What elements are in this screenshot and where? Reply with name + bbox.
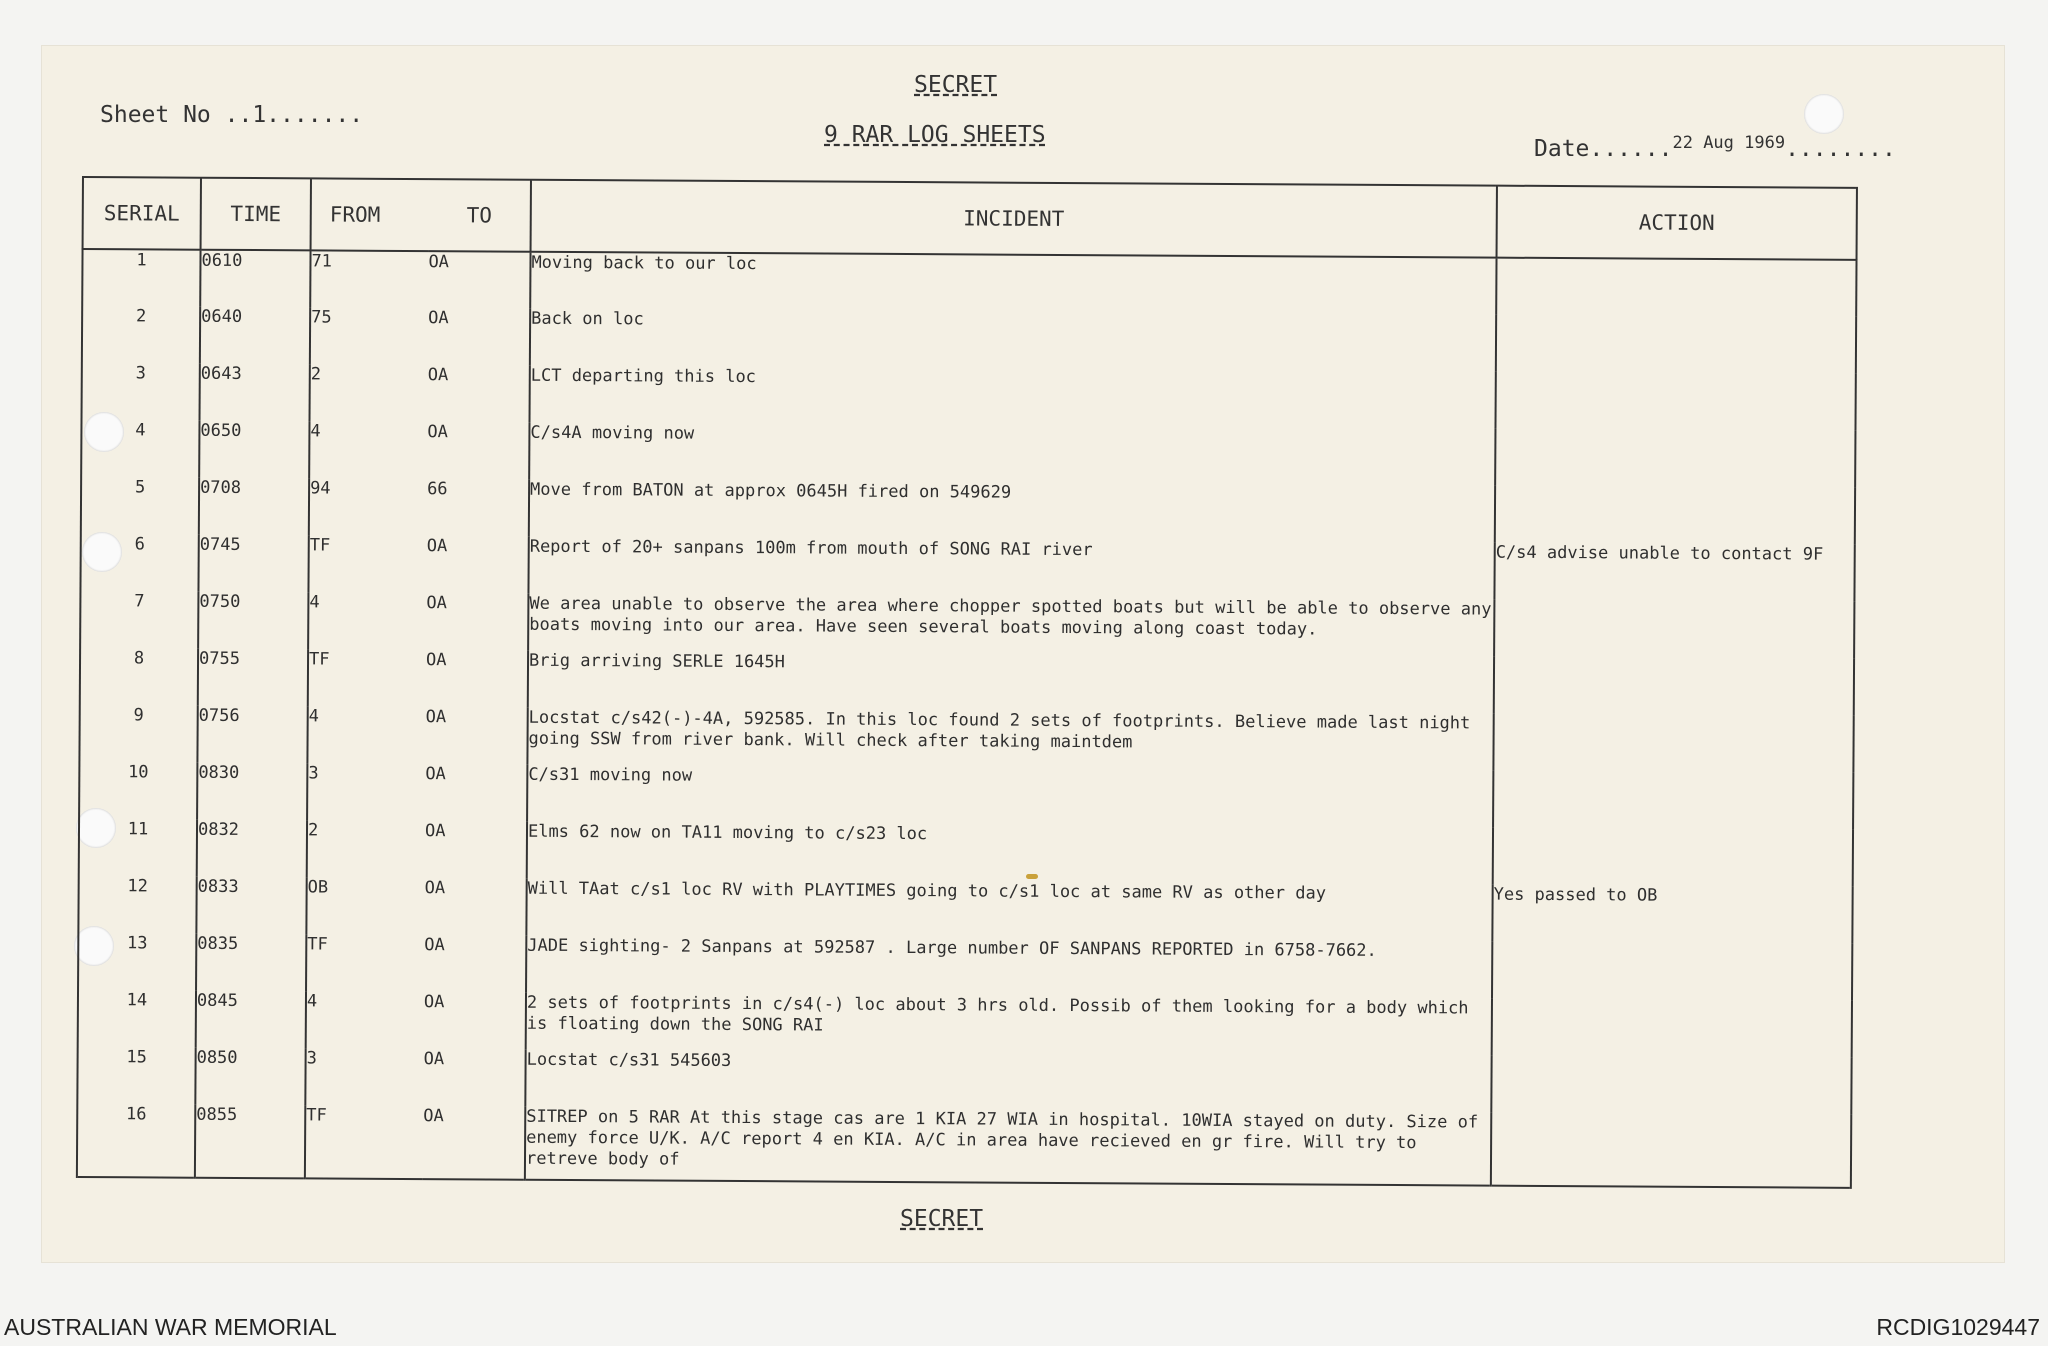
cell-to: OA bbox=[424, 992, 526, 1050]
cell-to: OA bbox=[424, 935, 526, 993]
cell-to: OA bbox=[425, 707, 527, 765]
cell-time: 0745 bbox=[198, 535, 308, 593]
cell-serial: 11 bbox=[79, 819, 197, 877]
date-field bbox=[1534, 133, 1896, 162]
cell-serial: 10 bbox=[79, 762, 197, 820]
cell-serial: 1 bbox=[82, 249, 200, 307]
cell-from: TF bbox=[306, 934, 424, 992]
cell-time: 0850 bbox=[195, 1048, 305, 1106]
cell-from: 75 bbox=[310, 307, 428, 365]
sheet-number bbox=[100, 102, 363, 128]
page-title: 9 RAR LOG SHEETS bbox=[824, 122, 1046, 148]
cell-to: OA bbox=[428, 365, 530, 423]
cell-time: 0643 bbox=[200, 364, 310, 422]
cell-action bbox=[1492, 942, 1852, 1001]
cell-to: OA bbox=[426, 536, 528, 594]
archive-id: RCDIG1029447 bbox=[1876, 1314, 2040, 1340]
cell-time: 0835 bbox=[196, 934, 306, 992]
cell-from: TF bbox=[305, 1105, 423, 1179]
cell-action: C/s4 advise unable to contact 9F bbox=[1494, 543, 1854, 602]
column-header-to: TO bbox=[429, 179, 531, 252]
punch-hole bbox=[1804, 94, 1844, 134]
classification-bottom: SECRET bbox=[900, 1206, 984, 1232]
cell-incident: Locstat c/s42(-)-4A, 592585. In this loc found 2 sets of footprints. Believe made last night going SSW from river bank. Will check after taking maintdem bbox=[527, 708, 1493, 771]
cell-to: OA bbox=[425, 764, 527, 822]
cell-incident: C/s31 moving now bbox=[527, 765, 1493, 828]
cell-serial: 3 bbox=[82, 363, 200, 421]
cell-time: 0650 bbox=[199, 421, 309, 479]
cell-serial: 7 bbox=[80, 591, 198, 649]
cell-incident: We area unable to observe the area where chopper spotted boats but will be able to observe any boats moving into our area. Have seen several boats moving along coast today. bbox=[528, 594, 1494, 657]
table-row bbox=[77, 1104, 1851, 1188]
cell-from: 2 bbox=[307, 820, 425, 878]
column-header-incident: INCIDENT bbox=[531, 180, 1497, 258]
cell-time: 0708 bbox=[199, 478, 309, 536]
cell-time: 0845 bbox=[196, 991, 306, 1049]
cell-incident: Elms 62 now on TA11 moving to c/s23 loc bbox=[527, 822, 1493, 885]
cell-from: TF bbox=[308, 649, 426, 707]
cell-serial: 15 bbox=[77, 1047, 195, 1105]
cell-incident: Moving back to our loc bbox=[530, 252, 1496, 315]
cell-serial: 5 bbox=[81, 477, 199, 535]
cell-serial: 2 bbox=[82, 306, 200, 364]
cell-to: OA bbox=[424, 878, 526, 936]
column-header-time: TIME bbox=[201, 178, 311, 251]
cell-action bbox=[1494, 657, 1854, 716]
cell-action bbox=[1493, 714, 1853, 773]
cell-to: OA bbox=[428, 251, 530, 309]
cell-to: OA bbox=[423, 1049, 525, 1107]
cell-incident: Report of 20+ sanpans 100m from mouth of SONG RAI river bbox=[528, 537, 1494, 600]
cell-time: 0756 bbox=[197, 706, 307, 764]
cell-serial: 6 bbox=[80, 534, 198, 592]
cell-to: OA bbox=[427, 422, 529, 480]
cell-from: 4 bbox=[309, 421, 427, 479]
cell-to: OA bbox=[428, 308, 530, 366]
date-dots: ........ bbox=[1785, 136, 1896, 162]
cell-incident: JADE sighting- 2 Sanpans at 592587 . Large number OF SANPANS REPORTED in 6758-7662. bbox=[526, 936, 1492, 999]
cell-from: 3 bbox=[307, 763, 425, 821]
cell-incident: Back on loc bbox=[530, 309, 1496, 372]
sheet-number-value: ..1....... bbox=[224, 102, 364, 128]
cell-action bbox=[1495, 372, 1855, 431]
cell-serial: 16 bbox=[77, 1104, 195, 1178]
archive-name: AUSTRALIAN WAR MEMORIAL bbox=[4, 1314, 337, 1340]
cell-time: 0755 bbox=[198, 649, 308, 707]
sheet-label: Sheet No bbox=[100, 102, 211, 128]
cell-serial: 4 bbox=[81, 420, 199, 478]
cell-time: 0833 bbox=[196, 877, 306, 935]
cell-from: 3 bbox=[305, 1048, 423, 1106]
column-header-from: FROM bbox=[311, 178, 429, 251]
cell-to: OA bbox=[423, 1106, 525, 1180]
cell-serial: 13 bbox=[78, 933, 196, 991]
cell-incident: Will TAat c/s1 loc RV with PLAYTIMES going to c/s1 loc at same RV as other day bbox=[526, 879, 1492, 942]
cell-action bbox=[1495, 486, 1855, 545]
cell-to: OA bbox=[425, 821, 527, 879]
cell-incident: Move from BATON at approx 0645H fired on 549629 bbox=[529, 480, 1495, 543]
cell-from: 4 bbox=[308, 592, 426, 650]
cell-to: 66 bbox=[427, 479, 529, 537]
cell-time: 0830 bbox=[197, 763, 307, 821]
classification-top: SECRET bbox=[914, 72, 998, 98]
date-label: Date bbox=[1534, 136, 1590, 162]
cell-time: 0832 bbox=[197, 820, 307, 878]
cell-from: 4 bbox=[306, 991, 424, 1049]
cell-time: 0750 bbox=[198, 592, 308, 650]
column-header-action: ACTION bbox=[1497, 186, 1857, 260]
cell-action bbox=[1496, 258, 1856, 317]
cell-time: 0610 bbox=[200, 250, 310, 308]
cell-serial: 14 bbox=[78, 990, 196, 1048]
cell-incident: C/s4A moving now bbox=[529, 423, 1495, 486]
cell-serial: 12 bbox=[78, 876, 196, 934]
cell-action: Yes passed to OB bbox=[1492, 885, 1852, 944]
cell-action bbox=[1491, 1113, 1851, 1188]
cell-action bbox=[1491, 1056, 1851, 1115]
column-header-serial: SERIAL bbox=[83, 177, 201, 250]
cell-serial: 8 bbox=[80, 648, 198, 706]
cell-time: 0855 bbox=[195, 1105, 305, 1179]
cell-serial: 9 bbox=[79, 705, 197, 763]
cell-incident: 2 sets of footprints in c/s4(-) loc about 3 hrs old. Possib of them looking for a body which is floating down the SONG RAI bbox=[526, 993, 1492, 1056]
log-table-body bbox=[77, 249, 1857, 1188]
cell-incident: LCT departing this loc bbox=[530, 366, 1496, 429]
cell-action bbox=[1495, 429, 1855, 488]
cell-action bbox=[1496, 315, 1856, 374]
cell-action bbox=[1493, 828, 1853, 887]
log-table bbox=[76, 176, 1858, 1189]
cell-incident: SITREP on 5 RAR At this stage cas are 1 KIA 27 WIA in hospital. 10WIA stayed on duty. Size of enemy force U/K. A/C report 4 en KIA. A/C in area have recieved en gr fire. Will try to retreve body of bbox=[525, 1107, 1491, 1186]
cell-from: 4 bbox=[307, 706, 425, 764]
cell-incident: Locstat c/s31 545603 bbox=[525, 1050, 1491, 1113]
cell-from: 2 bbox=[310, 364, 428, 422]
cell-from: OB bbox=[306, 877, 424, 935]
cell-from: 71 bbox=[310, 250, 428, 308]
cell-incident: Brig arriving SERLE 1645H bbox=[528, 651, 1494, 714]
cell-action bbox=[1492, 999, 1852, 1058]
cell-from: 94 bbox=[309, 478, 427, 536]
cell-action bbox=[1494, 600, 1854, 659]
cell-action bbox=[1493, 771, 1853, 830]
cell-from: TF bbox=[308, 535, 426, 593]
date-value: 22 Aug 1969 bbox=[1672, 133, 1786, 153]
cell-to: OA bbox=[426, 650, 528, 708]
cell-time: 0640 bbox=[200, 307, 310, 365]
date-dots: ...... bbox=[1589, 136, 1673, 162]
cell-to: OA bbox=[426, 593, 528, 651]
